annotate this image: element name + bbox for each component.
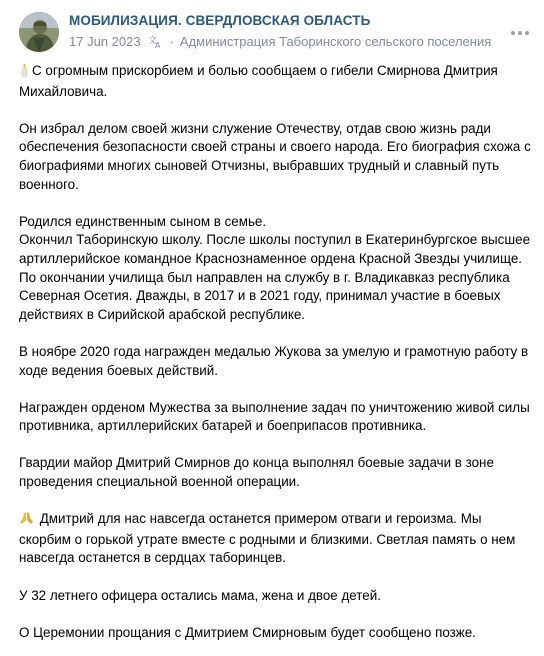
post-paragraph bbox=[19, 510, 532, 568]
post-text bbox=[19, 62, 532, 642]
more-icon-dot bbox=[525, 31, 529, 35]
paragraph-gap bbox=[19, 568, 532, 587]
post-paragraph: Гвардии майор Дмитрий Смирнов до конца выполнял боевые задачи в зоне проведения специальной военной операции. bbox=[19, 455, 494, 490]
paragraph-gap bbox=[19, 194, 532, 213]
more-button[interactable] bbox=[508, 26, 532, 40]
paragraph-gap bbox=[19, 605, 532, 624]
post-paragraph: По окончании училища был направлен на службу в г. Владикавказ республика Северная Осетия. Дважды, в 2017 и в 2021 году, принимал участие в боевых действиях в Сирийской арабской республике. bbox=[19, 269, 510, 322]
post-author[interactable]: МОБИЛИЗАЦИЯ. СВЕРДЛОВСКАЯ ОБЛАСТЬ bbox=[69, 13, 371, 28]
post-paragraph bbox=[19, 62, 532, 101]
candle-icon bbox=[19, 63, 30, 83]
paragraph-text: Дмитрий для нас навсегда останется примером отваги и героизма. Мы скорбим о горькой утрате вместе с родными и близкими. Светлая память о нем навсегда останется в сердцах таборинцев. bbox=[19, 511, 516, 566]
post-paragraph: В ноябре 2020 года награжден медалью Жукова за умелую и грамотную работу в ходе ведения боевых действий. bbox=[19, 343, 529, 378]
post-meta bbox=[69, 34, 517, 49]
post-paragraph: Награжден орденом Мужества за выполнение задач по уничтожению живой силы противника, артиллерийских батарей и боеприпасов противника. bbox=[19, 399, 530, 434]
paragraph-text: С огромным прискорбием и болью сообщаем о гибели Смирнова Дмитрия Михайловича. bbox=[19, 63, 498, 99]
post-paragraph: Он избрал делом своей жизни служение Отечеству, отдав свою жизнь ради обеспечения безопасности своей страны и своего народа. Его биография схожа с биографиями многих сыновей Отчизны, выбравших трудный и славный путь военного. bbox=[19, 120, 531, 192]
svg-text:文: 文 bbox=[147, 36, 157, 46]
post-header bbox=[19, 0, 532, 62]
paragraph-gap bbox=[19, 492, 532, 511]
post-date[interactable]: 17 Jun 2023 bbox=[69, 34, 141, 49]
post-paragraph: Окончил Таборинскую школу. После школы поступил в Екатеринбургское высшее артиллерийское командное Краснознаменное ордена Красной Звезды училище. bbox=[19, 232, 531, 266]
translate-icon[interactable] bbox=[148, 34, 163, 49]
svg-text:A: A bbox=[154, 41, 161, 49]
avatar[interactable] bbox=[19, 12, 59, 52]
paragraph-gap bbox=[19, 380, 532, 399]
post-paragraph: О Церемонии прощания с Дмитрием Смирновым будет сообщено позже. bbox=[19, 624, 476, 640]
more-icon-dot bbox=[518, 31, 522, 35]
paragraph-gap bbox=[19, 324, 532, 343]
paragraph-gap bbox=[19, 436, 532, 455]
post-paragraph: Родился единственным сыном в семье. bbox=[19, 213, 267, 229]
meta-separator: · bbox=[169, 34, 174, 49]
post-source[interactable]: Администрация Таборинского сельского поселения bbox=[179, 34, 492, 49]
more-icon-dot bbox=[511, 31, 515, 35]
paragraph-gap bbox=[19, 101, 532, 120]
praying-hands-icon bbox=[19, 511, 34, 531]
avatar-image bbox=[19, 12, 59, 52]
post-paragraph: У 32 летнего офицера остались мама, жена и двое детей. bbox=[19, 587, 381, 603]
